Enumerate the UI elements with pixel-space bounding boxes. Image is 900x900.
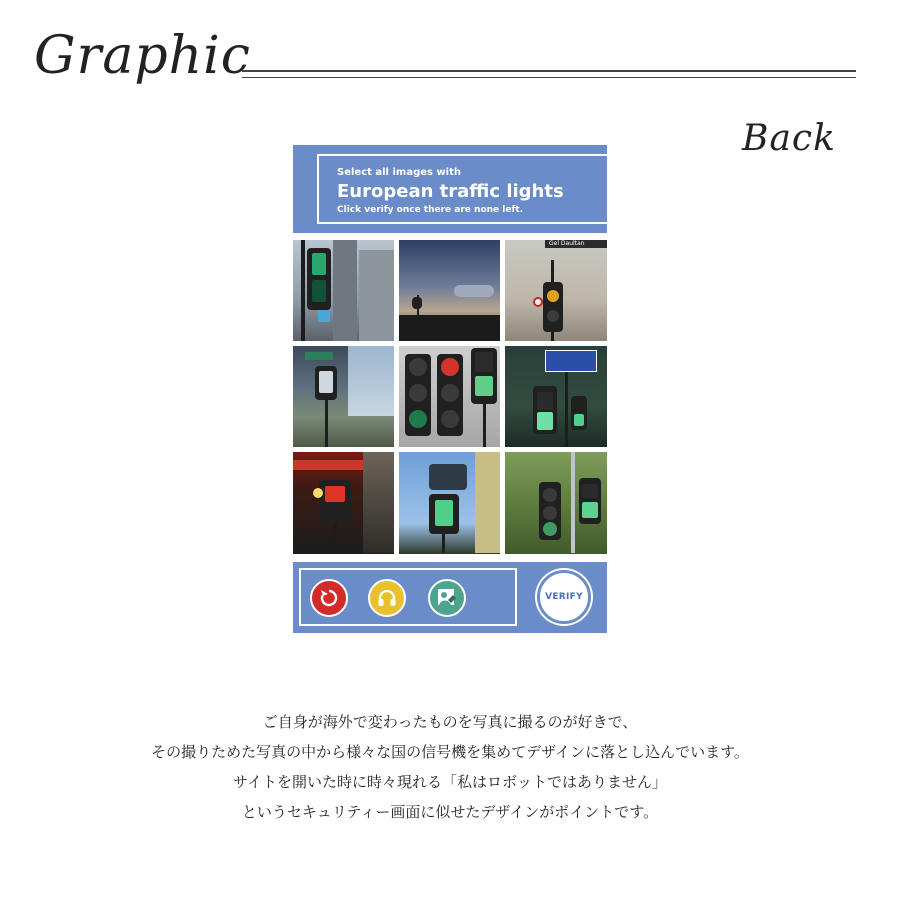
captcha-instructions (317, 154, 607, 224)
audio-button[interactable] (368, 579, 406, 617)
captcha-card (293, 145, 607, 633)
captcha-tile-5[interactable] (399, 346, 500, 447)
back-link[interactable]: Back (742, 118, 836, 159)
header-rule-bottom (242, 77, 856, 78)
captcha-header (293, 145, 607, 233)
instruction-line-1: Select all images with (337, 167, 462, 178)
captcha-image-grid (293, 240, 607, 554)
description (0, 707, 900, 827)
captcha-tile-7[interactable] (293, 452, 394, 554)
captcha-tile-1[interactable] (293, 240, 394, 341)
captcha-tile-8[interactable] (399, 452, 500, 554)
description-line-2: その撮りためた写真の中から様々な国の信号機を集めてデザインに落とし込んでいます。 (151, 743, 749, 761)
instruction-line-3: Click verify once there are none left. (337, 205, 524, 215)
captcha-tile-3[interactable] (505, 240, 607, 341)
captcha-footer (293, 562, 607, 633)
graphic-title: Graphic (34, 26, 251, 86)
verify-button[interactable]: VERIFY (537, 570, 591, 624)
captcha-tile-2[interactable] (399, 240, 500, 341)
reload-icon (318, 587, 340, 609)
captcha-tile-4[interactable] (293, 346, 394, 447)
description-line-1: ご自身が海外で変わったものを写真に撮るのが好きで、 (262, 713, 638, 731)
captcha-tile-6[interactable] (505, 346, 607, 447)
captcha-tile-9[interactable] (505, 452, 607, 554)
image-icon (436, 587, 458, 609)
image-challenge-button[interactable] (428, 579, 466, 617)
description-line-4: というセキュリティー画面に似せたデザインがポイントです。 (241, 803, 659, 821)
street-sign-text: Gel Daultan (549, 240, 585, 247)
headphones-icon (376, 587, 398, 609)
description-line-3: サイトを開いた時に時々現れる「私はロボットではありません」 (233, 773, 667, 791)
reload-button[interactable] (310, 579, 348, 617)
header-rule-top (242, 70, 856, 72)
instruction-target: European traffic lights (337, 181, 564, 202)
